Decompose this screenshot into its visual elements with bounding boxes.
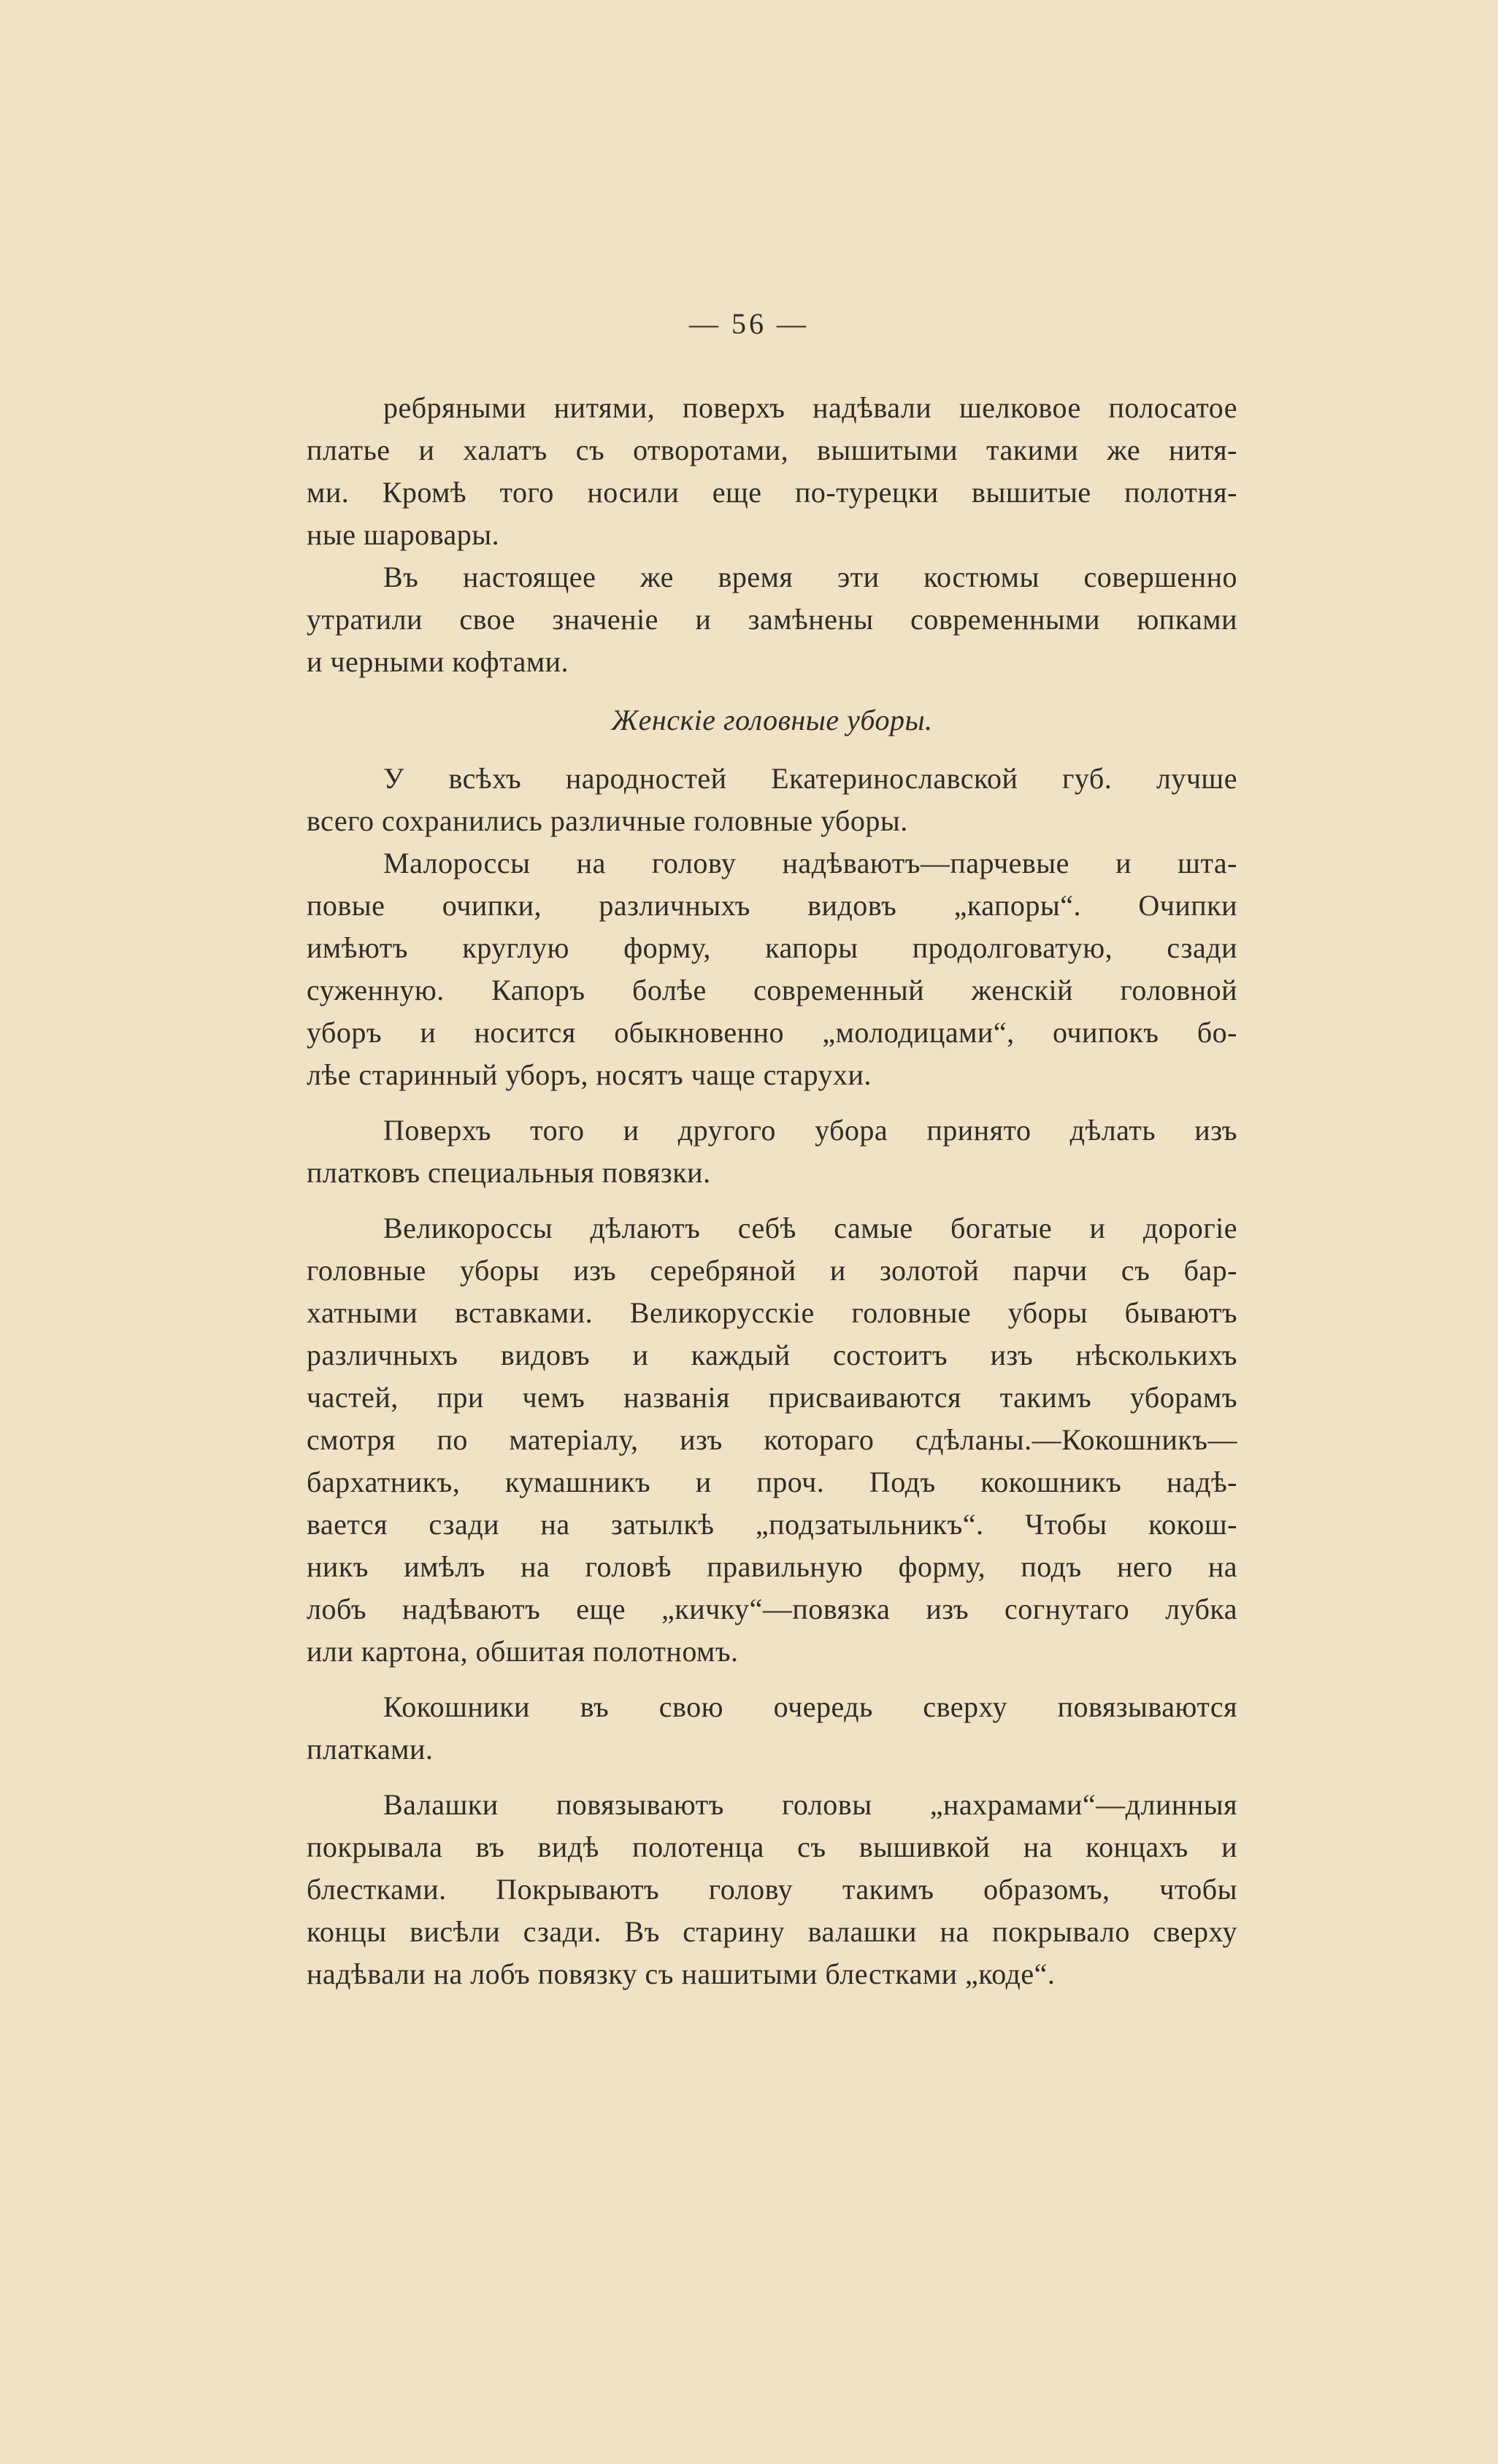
text-line: различныхъ видовъ и каждый состоитъ изъ нѣсколькихъ	[307, 1339, 1237, 1371]
text-line: Малороссы на голову надѣваютъ—парчевые и шта-	[383, 847, 1237, 879]
text-line: ребряными нитями, поверхъ надѣвали шелковое полосатое	[383, 391, 1237, 424]
text-line: концы висѣли сзади. Въ старину валашки на покрывало сверху	[307, 1915, 1237, 1948]
text-line: повые очипки, различныхъ видовъ „капоры“. Очипки	[307, 889, 1237, 922]
text-line: и черными кофтами.	[307, 645, 569, 678]
paragraph-gap	[307, 1194, 1237, 1207]
text-line: Кокошники въ свою очередь сверху повязываются	[383, 1690, 1237, 1723]
text-line: Поверхъ того и другого убора принято дѣлать изъ	[383, 1114, 1237, 1147]
text-line: никъ имѣлъ на головѣ правильную форму, подъ него на	[307, 1550, 1237, 1583]
text-line: надѣвали на лобъ повязку съ нашитыми блестками „коде“.	[307, 1957, 1056, 1990]
text-line: блестками. Покрываютъ голову такимъ образомъ, чтобы	[307, 1873, 1237, 1906]
paragraph	[307, 758, 1237, 842]
text-line: ми. Кромѣ того носили еще по-турецки вышитые полотня-	[307, 476, 1237, 509]
text-line: лѣе старинный уборъ, носятъ чаще старухи.	[307, 1058, 872, 1091]
paragraph-gap	[307, 1771, 1237, 1784]
text-line: Валашки повязываютъ головы „нахрамами“—длинныя	[383, 1788, 1237, 1821]
paragraph	[307, 1109, 1237, 1194]
paragraph	[307, 1207, 1237, 1673]
page-number: — 56 —	[689, 307, 809, 340]
text-line: утратили свое значеніе и замѣнены современными юпками	[307, 603, 1237, 636]
text-line: лобъ надѣваютъ еще „кичку“—повязка изъ согнутаго лубка	[307, 1593, 1237, 1625]
text-line: ные шаровары.	[307, 518, 500, 551]
text-line: платье и халатъ съ отворотами, вышитыми такими же нитя-	[307, 434, 1237, 466]
text-line: смотря по матеріалу, изъ котораго сдѣланы.—Кокошникъ—	[307, 1423, 1237, 1456]
paragraph-gap	[307, 1673, 1237, 1686]
text-line: бархатникъ, кумашникъ и проч. Подъ кокошникъ надѣ-	[307, 1466, 1237, 1498]
body-text	[307, 387, 1237, 1995]
paragraph	[307, 1686, 1237, 1771]
text-line: платковъ специальныя повязки.	[307, 1156, 711, 1189]
text-line: хатными вставками. Великорусскіе головные уборы бываютъ	[307, 1296, 1237, 1329]
text-line: или картона, обшитая полотномъ.	[307, 1635, 739, 1668]
text-line: имѣютъ круглую форму, капоры продолговатую, сзади	[307, 931, 1237, 964]
text-line: платками.	[307, 1733, 434, 1766]
paragraph	[307, 556, 1237, 683]
paragraph-gap	[307, 1096, 1237, 1109]
text-line: частей, при чемъ названія присваиваются такимъ уборамъ	[307, 1381, 1237, 1414]
text-line: суженную. Капоръ болѣе современный женскій головной	[307, 974, 1237, 1006]
text-line: покрывала въ видѣ полотенца съ вышивкой на концахъ и	[307, 1830, 1237, 1863]
text-line: всего сохранились различные головные уборы.	[307, 804, 908, 837]
text-line: Великороссы дѣлаютъ себѣ самые богатые и дорогіе	[383, 1212, 1237, 1244]
text-line: головные уборы изъ серебряной и золотой парчи съ бар-	[307, 1254, 1237, 1287]
paragraph	[307, 1784, 1237, 1995]
paragraph	[307, 842, 1237, 1096]
text-line: вается сзади на затылкѣ „подзатыльникъ“. Чтобы кокош-	[307, 1508, 1237, 1541]
paragraph	[307, 387, 1237, 556]
text-line: У всѣхъ народностей Екатеринославской губ. лучше	[383, 762, 1237, 795]
text-line: уборъ и носится обыкновенно „молодицами“, очипокъ бо-	[307, 1016, 1237, 1049]
text-line: Въ настоящее же время эти костюмы совершенно	[383, 561, 1237, 593]
section-heading: Женскіе головные уборы.	[611, 704, 933, 736]
